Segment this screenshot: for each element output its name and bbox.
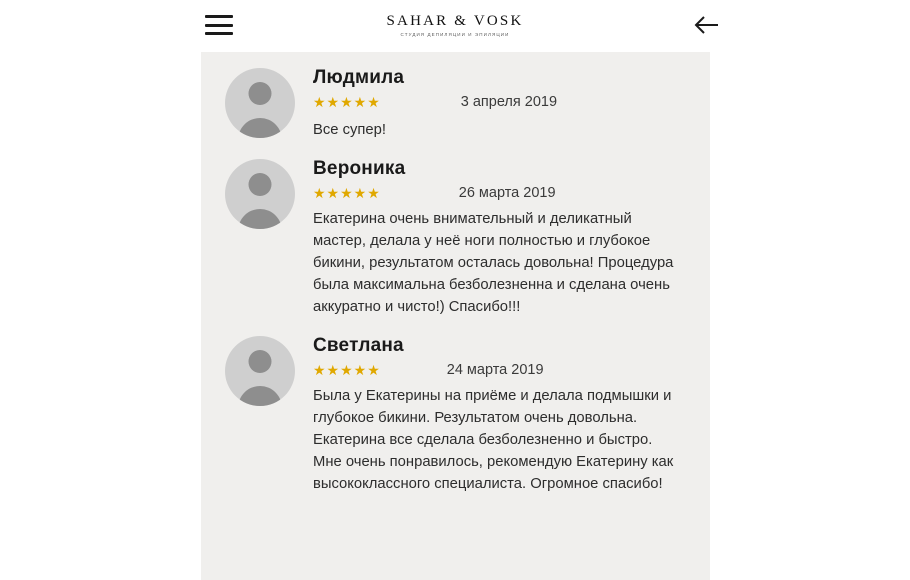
brand-subtitle: СТУДИЯ ДЕПИЛЯЦИИ И ЭПИЛЯЦИИ (400, 32, 510, 38)
avatar-head (249, 173, 272, 196)
avatar (225, 68, 295, 138)
brand-name: SAHAR & VOSK (386, 13, 524, 30)
rating-stars-icon: ★★★★★ (313, 94, 381, 110)
avatar-head (249, 350, 272, 373)
reviews-list (201, 52, 710, 495)
review-meta (313, 185, 684, 201)
review-text: Все супер! (313, 122, 386, 138)
review-date: 24 марта 2019 (446, 362, 544, 378)
avatar-body (238, 209, 282, 229)
menu-line-1 (205, 15, 233, 18)
rating-stars-icon: ★★★★★ (313, 185, 381, 201)
list-item[interactable] (201, 332, 710, 495)
avatar-body (238, 118, 282, 138)
brand-logo[interactable] (387, 14, 524, 38)
hamburger-menu-icon[interactable] (205, 13, 233, 37)
avatar-head (249, 82, 272, 105)
avatar (225, 336, 295, 406)
reviews-page[interactable] (201, 52, 710, 580)
review-date: 3 апреля 2019 (460, 94, 558, 110)
rating-stars-icon: ★★★★★ (313, 362, 381, 378)
review-author: Вероника (313, 158, 406, 179)
list-item[interactable] (201, 64, 710, 141)
avatar (225, 159, 295, 229)
review-author: Светлана (313, 335, 404, 356)
menu-line-2 (205, 24, 233, 27)
top-bar (0, 0, 910, 52)
review-content (313, 64, 684, 141)
arrow-left-icon[interactable] (694, 14, 720, 36)
review-meta (313, 362, 684, 378)
list-item[interactable] (201, 155, 710, 318)
review-content (313, 332, 684, 495)
review-content (313, 155, 684, 318)
avatar-body (238, 386, 282, 406)
review-author: Людмила (313, 67, 405, 88)
menu-line-3 (205, 32, 233, 35)
review-date: 26 марта 2019 (458, 185, 556, 201)
review-text: Екатерина очень внимательный и деликатный мастер, делала у неё ноги полностью и глубокое бикини, результатом осталась довольна! Процедура была максимальна безболезненна и сделана очень аккуратно и чисто!) Спасибо!!! (313, 211, 674, 315)
review-text: Была у Екатерины на приёме и делала подмышки и глубокое бикини. Результатом очень довольна. Екатерина все сделала безболезненно и быстро. Мне очень понравилось, рекомендую Екатерину как высококлассного специалиста. Огромное спасибо! (313, 388, 674, 492)
review-meta (313, 94, 684, 110)
